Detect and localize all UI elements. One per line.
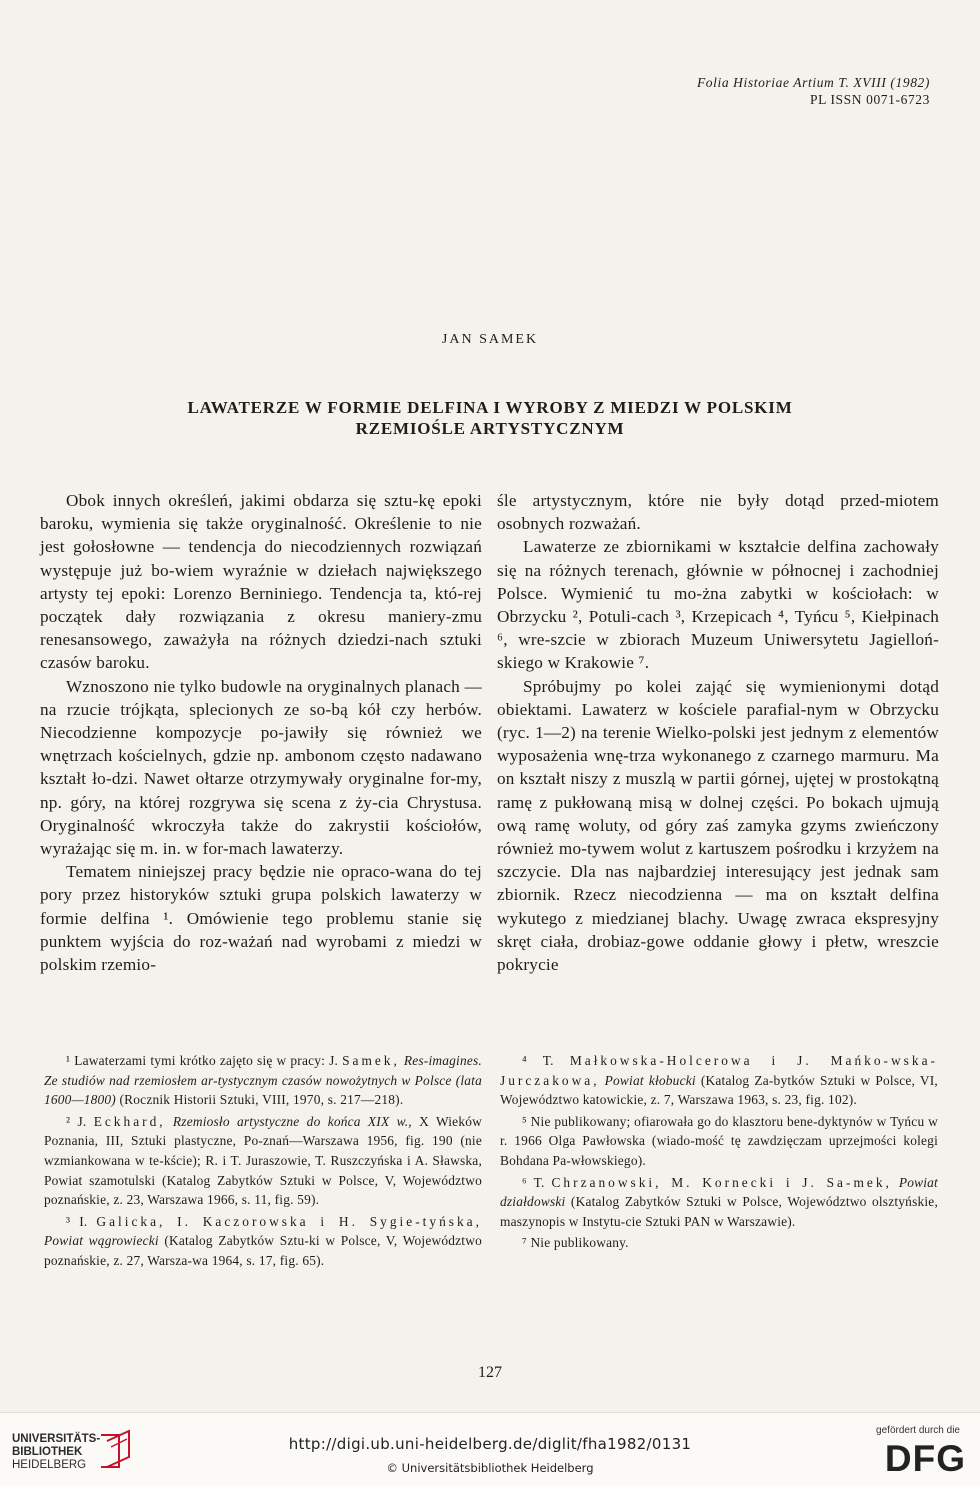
dfg-caption: gefördert durch die [876,1425,960,1436]
footnote-rest: (Katalog Zabytków Sztu-ki w Polsce, V, Województwo poznańskie, z. 27, Warsza-wa 1964, s. 17, fig. 65). [44,1233,482,1268]
footnote-number: ⁷ [522,1235,527,1251]
article-author: JAN SAMEK [441,332,539,347]
footnote-number: ² [66,1113,71,1129]
footnote-lead: J. [77,1113,87,1129]
paragraph: śle artystycznym, które nie były dotąd przed-miotem osobnych rozważań. [497,491,939,534]
footnote-rest: X Wieków Poznania, III, Sztuki plastyczne, Po-znań—Warszawa 1956, fig. 190 (nie wzmiankowana w te-kście); R. i T. Juraszowie, T. Ruszczyńska i A. Sławska, Powiat szamotulski (Katalog Zabytków Sztuki w Polsce, V, Województwo poznańskie, z. 23, Warszawa 1966, s. 11, fig. 59). [44,1113,482,1208]
footnote-author: Chrzanowski, M. Kornecki i J. Sa-mek, [551,1174,892,1190]
footnote-lead: Nie publikowany. [530,1235,629,1251]
footnote-number: ⁵ [522,1113,527,1129]
footnote-work: Powiat działdowski [500,1174,938,1210]
footnote-work: Res-imagines. Ze studiów nad rzemiosłem ar-tystycznym czasów nowożytnych w Polsce (lata 1600—1800) [44,1053,482,1108]
title-line-1: LAWATERZE W FORMIE DELFINA I WYROBY Z MIEDZI W POLSKIM [187,398,793,417]
dfg-logo[interactable]: DFG [884,1438,966,1479]
footnote-rest: (Katalog Za-bytków Sztuki w Polsce, VI, Województwo katowickie, z. 7, Warszawa 1963, s. 23, fig. 102). [500,1072,938,1108]
body-column-right [497,489,939,976]
viewer-footer [0,1412,980,1486]
library-name-line-3: HEIDELBERG [12,1459,87,1471]
footnote-number: ⁶ [522,1174,527,1190]
paragraph: Tematem niniejszej pracy będzie nie opraco-wana do tej pory przez historyków sztuki grupa polskich lawaterzy w formie delfina ¹. Omówienie tego problemu stanie się punktem wyjścia do roz-ważań nad wyrobami z miedzi w polskim rzemio- [40,862,482,975]
paragraph: Obok innych określeń, jakimi obdarza się sztu-kę epoki baroku, wymienia się także oryginalność. Określenie to nie jest gołosłowne — tendencja do niecodziennych rozwiązań występuje już bo-wiem wyraźnie w dziełach największego artysty tej epoki: Lorenzo Berniniego. Tendencja ta, któ-rej początek dały rozwiązania z okresu maniery-zmu renesansowego, zaważyła na różnych dziedzi-nach sztuki czasów baroku. [40,491,482,673]
footnote [500,1173,938,1232]
footnote-lead: T. [533,1174,545,1190]
footnote [500,1051,938,1110]
title-line-2: RZEMIOŚLE ARTYSTYCZNYM [355,419,625,438]
article-title [110,397,870,439]
footnotes-right [500,1051,938,1255]
footnote-number: ³ [66,1213,71,1229]
footnote-lead: I. [79,1213,88,1229]
copyright-notice: © Universitätsbibliothek Heidelberg [386,1461,594,1475]
footnote-author: Galicka, I. Kaczorowska i H. Sygie-tyńska, [96,1213,482,1229]
paragraph: Wznoszono nie tylko budowle na oryginalnych planach — na rzucie trójkąta, splecionych ze so-bą kół czy herbów. Niecodzienne kompozycje po-jawiły się również we wnętrzach kościelnych, gdzie np. ambonom często nadawano kształt ło-dzi. Nawet ołtarze otrzymywały oryginalne for-my, np. góry, na której rozgrywa się scena z ży-cia Chrystusa. Oryginalność wkroczyła także do zakrystii kościołów, wyrażając się m. in. w for-mach lawaterzy. [40,676,482,859]
footnote-rest: (Katalog Zabytków Sztuki w Polsce, Województwo olsztyńskie, maszynopis w Instytu-cie Sztuki PAN w Warszawie). [500,1194,938,1229]
footnote-work: Rzemiosło artystyczne do końca XIX w., [172,1113,412,1129]
footnote-author: Małkowska-Holcerowa i J. Mańko-wska-Jurczakowa, [500,1053,938,1088]
page-number: 127 [478,1364,502,1381]
journal-header [697,74,930,108]
library-name-line-2: BIBLIOTHEK [12,1446,83,1458]
paragraph: Spróbujmy po kolei zająć się wymienionymi dotąd obiektami. Lawaterz w kościele parafial-nym w Obrzycku (ryc. 1—2) na terenie Wielko-polski jest jednym z elementów wyposażenia wnę-trza wykonanego z czarnego marmuru. Ma on kształt niszy z muszlą w partii górnej, ujętej w prostokątną ramę z pukłowaną misą w dolnej części. Po bokach ujmują ową ramę woluty, od góry zaś zamyka gzyms zwieńczony również mo-tywem wolut z kartuszem pośrodku i krzyżem na szczycie. Dla nas najbardziej interesujący jest jednak sam zbiornik. Rzecz niecodzienna — ma on kształt delfina wykutego z miedzianej blachy. Uwagę zwraca ekspresyjny skręt ciała, drobiaz-gowe oddanie głowy i płetw, wreszcie pokrycie [497,676,939,975]
footnote [44,1051,482,1110]
footnote-lead: Nie publikowany; ofiarowała go do klasztoru bene-dyktynów w Tyńcu w r. 1966 Olga Pawłowska (wiado-mość tę zawdzięczam uprzejmości kolegi Bohdana Pa-włowskiego). [500,1113,938,1168]
footnote-rest: (Rocznik Historii Sztuki, VIII, 1970, s. 217—218). [119,1092,404,1108]
library-name-line-1: UNIVERSITÄTS- [12,1433,101,1445]
footnote-work: Powiat kłobucki [604,1072,696,1088]
footnote-work: Powiat wągrowiecki [44,1233,159,1249]
journal-title: Folia Historiae Artium T. XVIII (1982) [696,75,930,90]
footnote-lead: T. [542,1053,554,1068]
journal-issn: PL ISSN 0071-6723 [810,92,930,107]
permalink-url[interactable]: http://digi.ub.uni-heidelberg.de/diglit/fha1982/0131 [288,1435,692,1453]
paragraph: Lawaterze ze zbiornikami w kształcie delfina zachowały się na różnych terenach, głównie w północnej i zachodniej Polsce. Wymienić tu mo-żna zabytki w kościołach: w Obrzycku ², Potuli-cach ³, Krzepicach ⁴, Tyńcu ⁵, Kiełpinach ⁶, wre-szcie w zbiorach Muzeum Uniwersytetu Jagielloń-skiego w Krakowie ⁷. [497,537,939,673]
footnote-author: Samek, [342,1053,400,1068]
body-column-left [40,489,482,976]
footnote [500,1112,938,1171]
footnote-lead: Lawaterzami tymi krótko zajęto się w pracy: J. [74,1053,339,1068]
footnote [500,1233,938,1253]
footnote [44,1112,482,1210]
footnote-number: ⁴ [522,1053,527,1068]
footnote-author: Eckhard, [93,1113,166,1129]
footnotes-left [44,1051,482,1273]
footnote [44,1212,482,1271]
footnote-number: ¹ [66,1053,71,1068]
